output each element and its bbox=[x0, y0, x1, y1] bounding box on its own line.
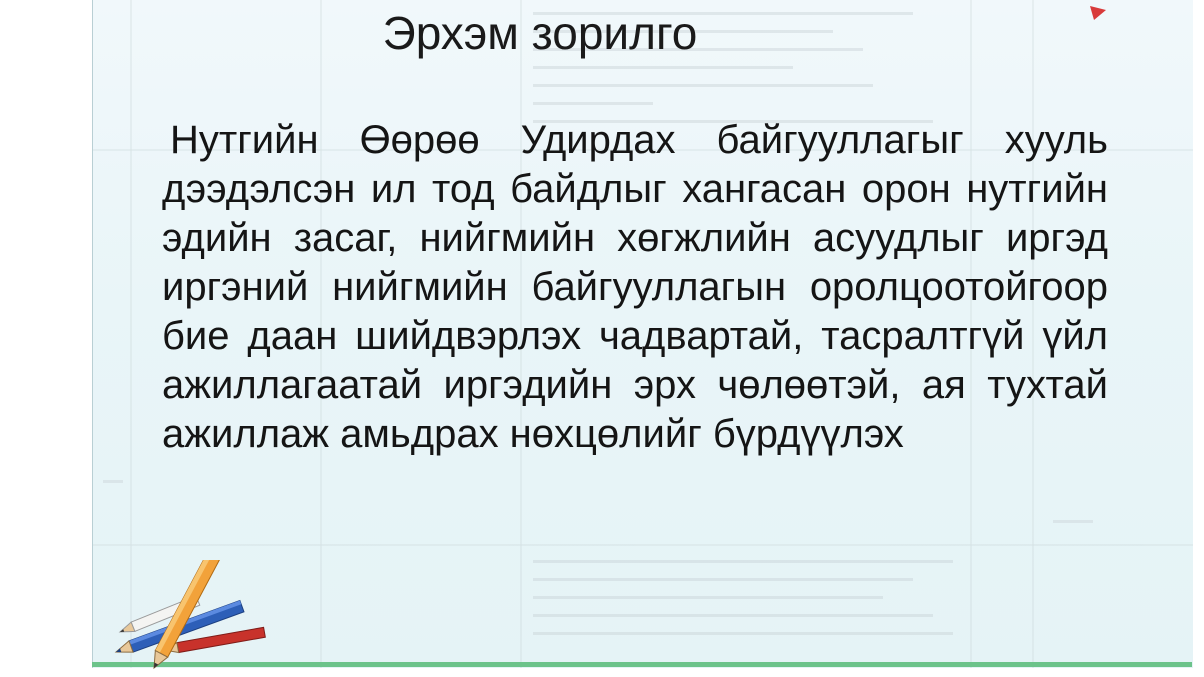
scan-red-mark bbox=[1090, 6, 1106, 20]
slide-title: Эрхэм зорилго bbox=[382, 7, 698, 59]
mission-text: Нутгийн Өөрөө Удирдах байгууллагыг хууль дээдэлсэн ил тод байдлыг хангасан орон нутгийн эдийн засаг, нийгмийн хөгжлийн асуудлыг иргэд иргэний нийгмийн байгууллагын оролцоотойгоор бие даан шийдвэрлэх чадвартай, тасралтгүй үйл ажиллагаатай иргэдийн эрх чөлөөтэй, ая тухтай ажиллаж амьдрах нөхцөлийг бүрдүүлэх bbox=[162, 118, 1108, 456]
pencils-icon bbox=[108, 560, 278, 672]
